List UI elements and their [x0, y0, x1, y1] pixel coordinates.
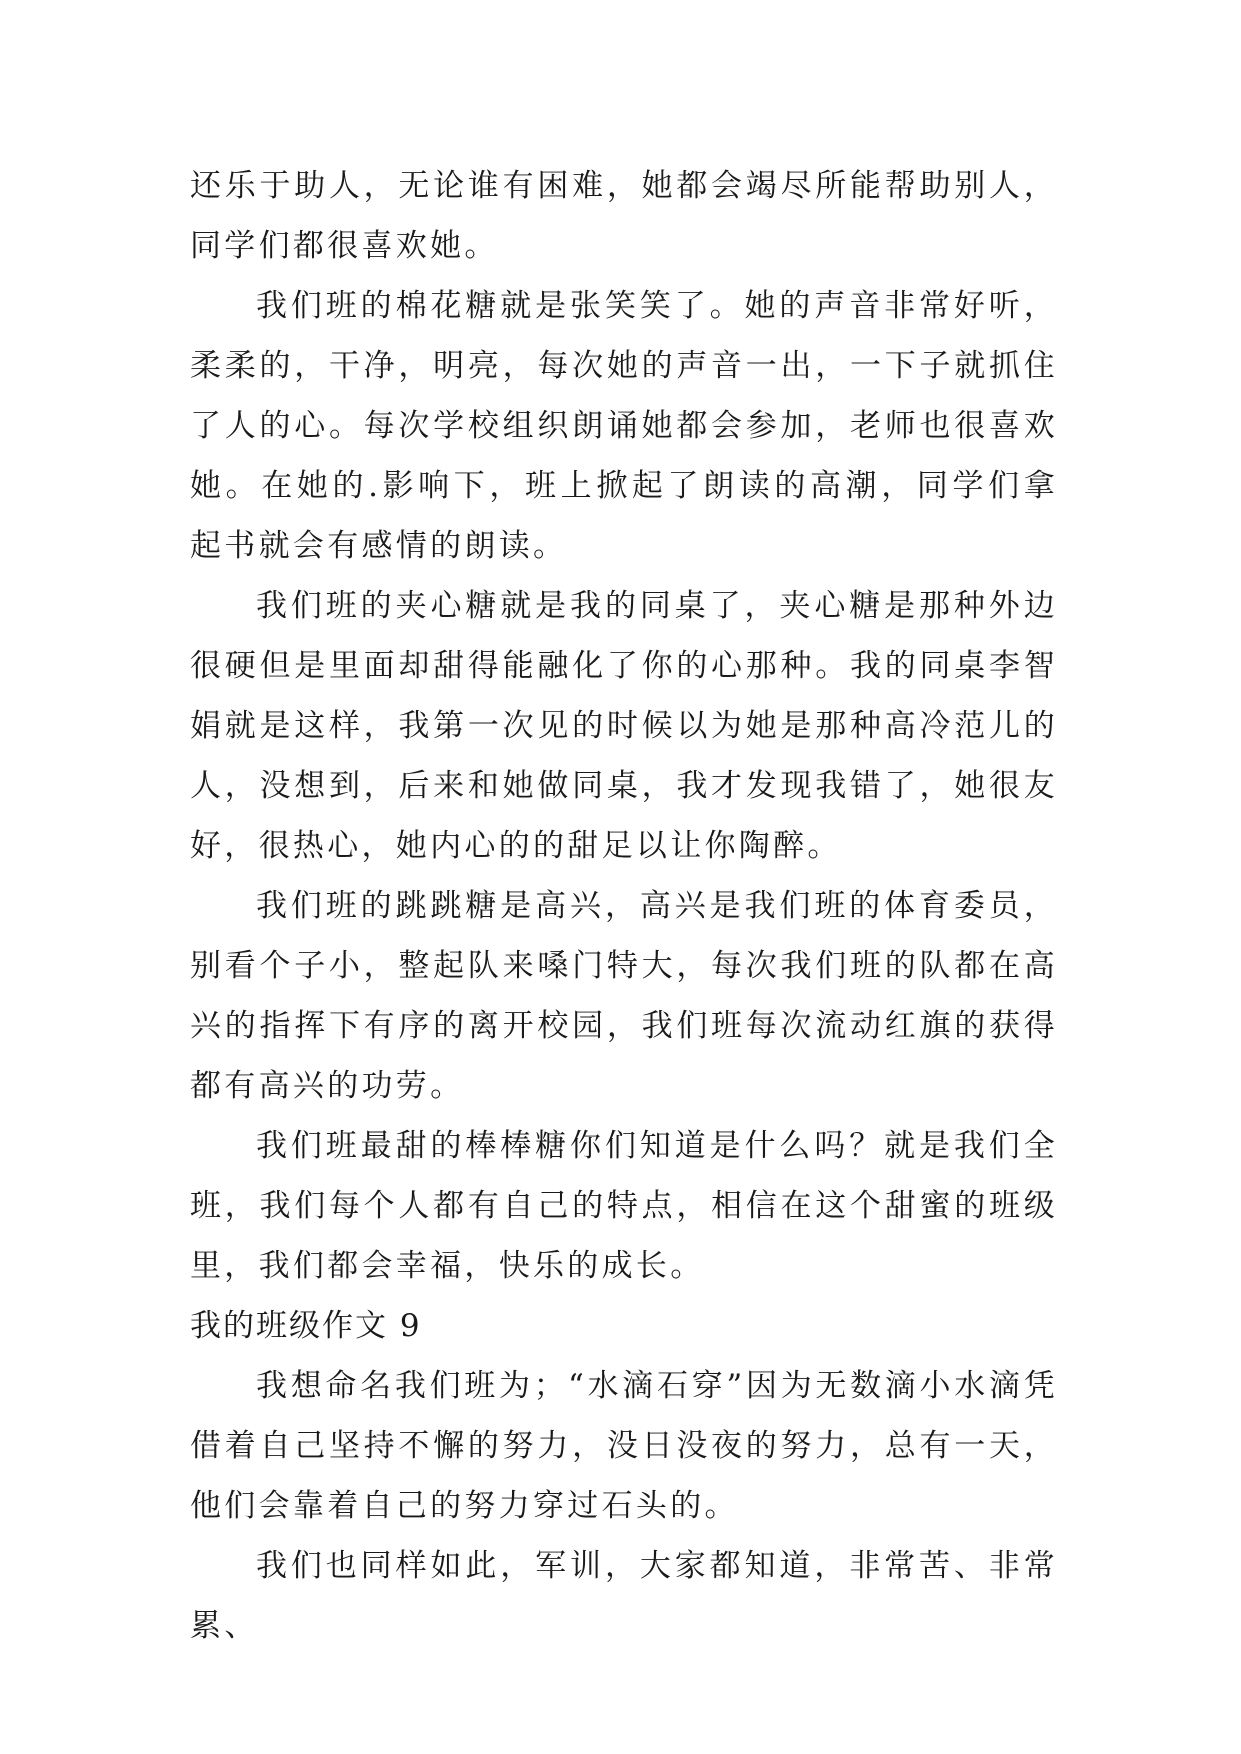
paragraph-water-drop: 我想命名我们班为；“水滴石穿”因为无数滴小水滴凭借着自己坚持不懈的努力，没日没夜的努力，总有一天，他们会靠着自己的努力穿过石头的。 — [190, 1368, 1058, 1524]
paragraph-popping-candy: 我们班的跳跳糖是高兴，高兴是我们班的体育委员，别看个子小，整起队来嗓门特大，每次我们班的队都在高兴的指挥下有序的离开校园，我们班每次流动红旗的获得都有高兴的功劳。 — [190, 888, 1058, 1104]
paragraph-continued: 还乐于助人，无论谁有困难，她都会竭尽所能帮助别人，同学们都很喜欢她。 — [190, 168, 1058, 264]
paragraph-filled-candy: 我们班的夹心糖就是我的同桌了，夹心糖是那种外边很硬但是里面却甜得能融化了你的心那种。我的同桌李智娟就是这样，我第一次见的时候以为她是那种高冷范儿的人，没想到，后来和她做同桌，我才发现我错了，她很友好，很热心，她内心的的甜足以让你陶醉。 — [190, 588, 1058, 864]
paragraph-lollipop: 我们班最甜的棒棒糖你们知道是什么吗？就是我们全班，我们每个人都有自己的特点，相信在这个甜蜜的班级里，我们都会幸福，快乐的成长。 — [190, 1128, 1058, 1284]
essay-heading: 我的班级作文 9 — [190, 1308, 422, 1344]
paragraph-cotton-candy: 我们班的棉花糖就是张笑笑了。她的声音非常好听，柔柔的，干净，明亮，每次她的声音一出，一下子就抓住了人的心。每次学校组织朗诵她都会参加，老师也很喜欢她。在她的.影响下，班上掀起了朗读的高潮，同学们拿起书就会有感情的朗读。 — [190, 288, 1058, 564]
document-body — [190, 156, 1058, 1656]
paragraph-military-training: 我们也同样如此，军训，大家都知道，非常苦、非常累、 — [190, 1548, 1058, 1644]
